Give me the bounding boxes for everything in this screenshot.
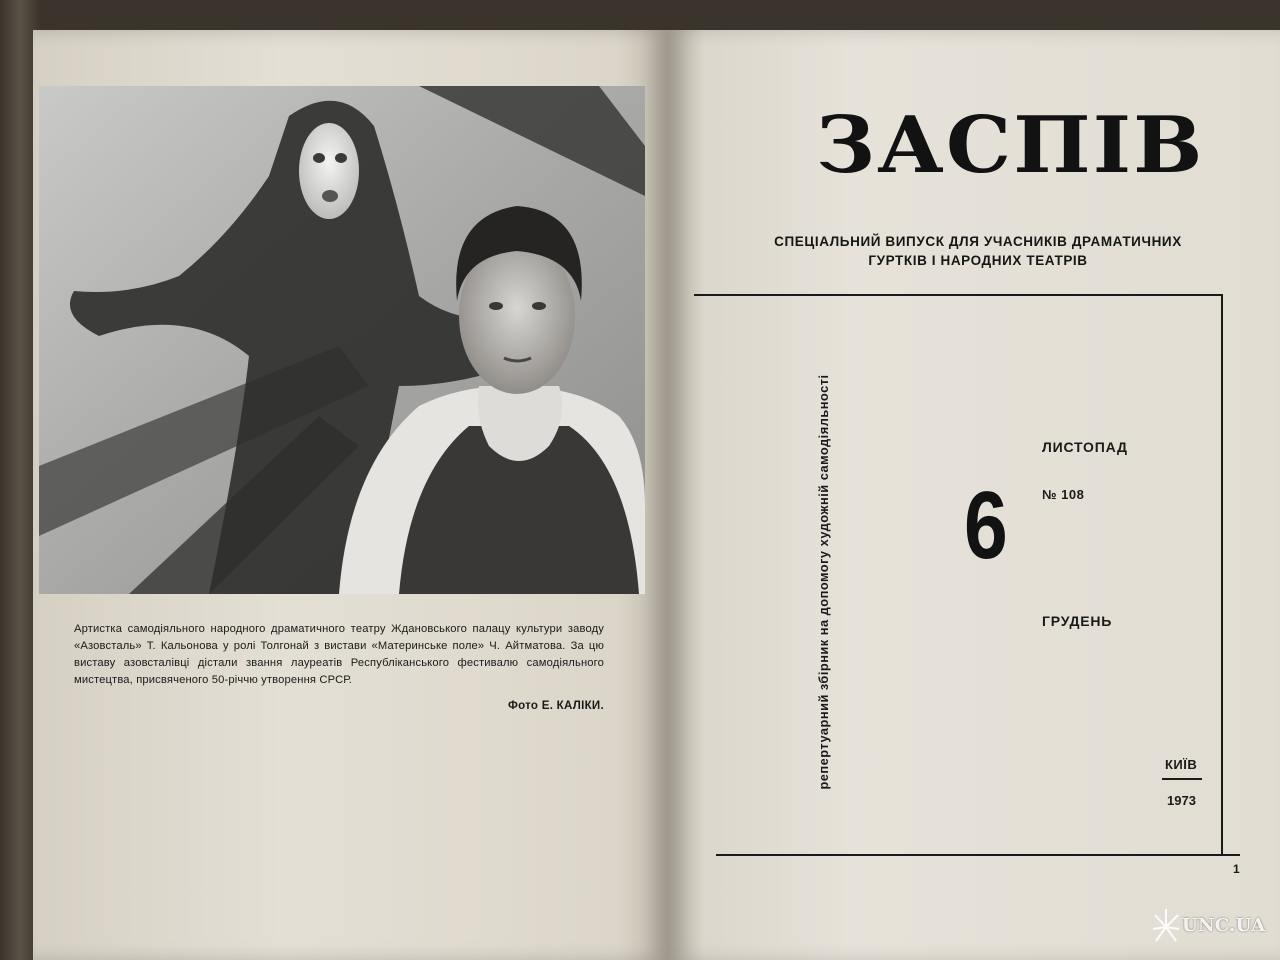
watermark-text: UNC.UA: [1182, 915, 1266, 936]
frame-top-rule: [694, 294, 1222, 296]
left-page: [33, 30, 668, 960]
right-page: [668, 30, 1280, 960]
issue-number-large: 6: [964, 472, 1008, 579]
subtitle-line-2: ГУРТКІВ І НАРОДНИХ ТЕАТРІВ: [868, 253, 1088, 268]
vertical-tagline: [816, 336, 836, 828]
sunburst-icon: [1152, 907, 1180, 947]
frame-right-rule: [1221, 294, 1223, 856]
magazine-subtitle: [718, 232, 1238, 270]
frame-bottom-rule: [716, 854, 1240, 856]
page-number: 1: [1233, 862, 1240, 876]
month-november: ЛИСТОПАД: [1042, 439, 1128, 455]
subtitle-line-1: СПЕЦІАЛЬНИЙ ВИПУСК ДЛЯ УЧАСНИКІВ ДРАМАТИЧНИХ: [774, 234, 1182, 249]
publication-city: КИЇВ: [1165, 757, 1198, 772]
issue-serial-number: № 108: [1042, 487, 1085, 502]
publication-year: 1973: [1167, 793, 1196, 808]
vertical-tagline-text: репертуарний збірник на допомогу художній самодіяльності: [816, 374, 831, 790]
month-december: ГРУДЕНЬ: [1042, 613, 1113, 629]
watermark: [1152, 905, 1272, 949]
stage-photo: [39, 86, 645, 594]
magazine-title: ЗАСПІВ: [816, 100, 1205, 191]
photo-credit: Фото Е. КАЛІКИ.: [507, 700, 604, 712]
city-divider: [1162, 778, 1202, 780]
stage-photo-image: [39, 86, 645, 594]
photo-caption: Артистка самодіяльного народного драматичного театру Ждановського палацу культури заводу «Азовсталь» Т. Кальонова у ролі Толгонай з вистави «Материнське поле» Ч. Айтматова. За цю виставу азовсталівці дістали звання лауреатів Республіканського фестивалю самодіяльного мистецтва, присвяченого 50-річчю утворення СРСР.: [74, 623, 604, 686]
